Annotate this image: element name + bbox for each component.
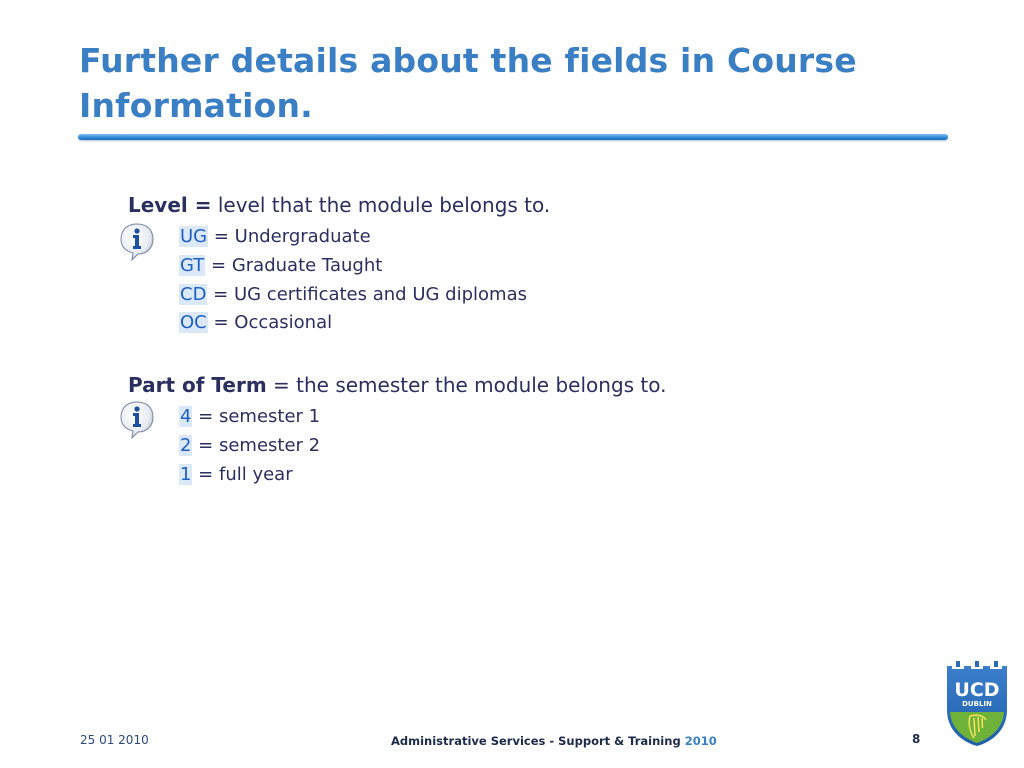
part-of-term-text: = the semester the module belongs to. [266, 373, 667, 397]
term-desc: = full year [192, 464, 293, 485]
term-desc: = semester 1 [192, 406, 321, 427]
footer-org: Administrative Services - Support & Training [391, 734, 685, 748]
level-label: Level = [128, 193, 212, 217]
level-code: UG [180, 226, 208, 247]
term-item [179, 435, 320, 456]
part-of-term-heading [128, 373, 667, 397]
level-desc: = Occasional [207, 312, 333, 333]
footer-date: 25 01 2010 [80, 733, 149, 747]
term-code: 2 [180, 435, 192, 456]
term-item [179, 406, 320, 427]
level-desc: = Undergraduate [208, 226, 371, 247]
level-item [179, 284, 527, 305]
level-code: GT [180, 255, 205, 276]
slide-title: Further details about the fields in Course Information. [79, 41, 857, 125]
level-code: CD [180, 284, 207, 305]
term-code: 4 [180, 406, 192, 427]
logo-text-top: UCD [954, 679, 1000, 701]
term-desc: = semester 2 [192, 435, 321, 456]
level-text: level that the module belongs to. [211, 193, 551, 217]
ucd-logo [944, 652, 1010, 748]
title-divider [78, 134, 948, 140]
footer-center [391, 734, 717, 748]
level-desc: = UG certificates and UG diplomas [207, 284, 527, 305]
term-item [179, 464, 293, 485]
info-icon [118, 222, 156, 262]
level-heading [128, 193, 550, 217]
level-item [179, 312, 332, 333]
page-number: 8 [912, 732, 921, 746]
level-item [179, 255, 382, 276]
term-code: 1 [180, 464, 192, 485]
part-of-term-label: Part of Term [128, 373, 267, 397]
level-desc: = Graduate Taught [205, 255, 383, 276]
logo-text-bottom: DUBLIN [962, 700, 992, 708]
level-item [179, 226, 371, 247]
info-icon [118, 400, 156, 440]
level-code: OC [180, 312, 207, 333]
footer-year: 2010 [684, 734, 717, 748]
